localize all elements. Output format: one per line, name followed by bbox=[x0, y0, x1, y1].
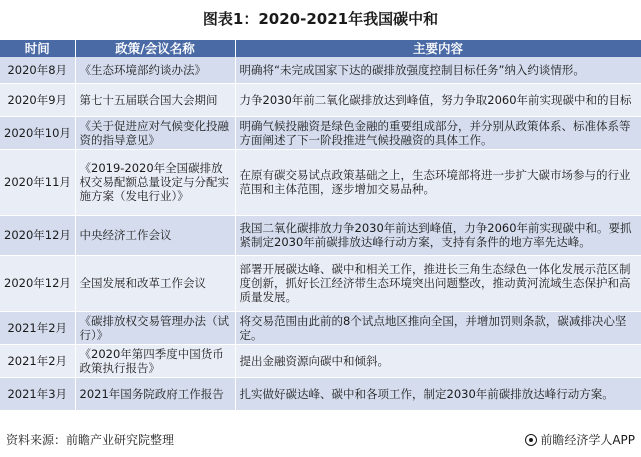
cell-content: 我国二氧化碳排放力争2030年前达到峰值，力争2060年前实现碳中和。要抓紧制定2030年前碳排放达峰行动方案，支持有条件的地方率先达峰。 bbox=[235, 215, 641, 255]
brand-logo-icon bbox=[525, 434, 537, 446]
cell-policy: 第七十五届联合国大会期间 bbox=[75, 83, 235, 116]
cell-time: 2020年11月 bbox=[0, 149, 75, 215]
header-time: 时间 bbox=[0, 40, 75, 57]
header-policy: 政策/会议名称 bbox=[75, 40, 235, 57]
brand-credit bbox=[525, 430, 635, 450]
cell-time: 2020年12月 bbox=[0, 215, 75, 255]
cell-time: 2021年2月 bbox=[0, 344, 75, 377]
cell-time: 2020年10月 bbox=[0, 116, 75, 149]
table-row bbox=[0, 83, 641, 116]
source-note: 资料来源：前瞻产业研究院整理 bbox=[6, 433, 175, 447]
cell-time: 2021年3月 bbox=[0, 377, 75, 410]
cell-policy: 全国发展和改革工作会议 bbox=[75, 255, 235, 311]
cell-content: 部署开展碳达峰、碳中和相关工作，推进长三角生态绿色一体化发展示范区制度创新，抓好长江经济带生态环境突出问题整改，推动黄河流域生态保护和高质量发展。 bbox=[235, 255, 641, 311]
brand-name: 前瞻经济学人APP bbox=[540, 433, 635, 447]
header-content: 主要内容 bbox=[235, 40, 641, 57]
policy-table bbox=[0, 40, 641, 411]
table-row bbox=[0, 57, 641, 83]
table-row bbox=[0, 377, 641, 410]
cell-content: 明确将“未完成国家下达的碳排放强度控制目标任务”纳入约谈情形。 bbox=[235, 57, 641, 83]
table-row bbox=[0, 255, 641, 311]
footer bbox=[0, 430, 641, 450]
table-row bbox=[0, 344, 641, 377]
cell-content: 力争2030年前二氧化碳排放达到峰值，努力争取2060年前实现碳中和的目标 bbox=[235, 83, 641, 116]
cell-policy: 《2019-2020年全国碳排放权交易配额总量设定与分配实施方案（发电行业）》 bbox=[75, 149, 235, 215]
table-row bbox=[0, 215, 641, 255]
chart-title: 图表1：2020-2021年我国碳中和 bbox=[202, 10, 439, 28]
cell-content: 提出金融资源向碳中和倾斜。 bbox=[235, 344, 641, 377]
cell-content: 明确气候投融资是绿色金融的重要组成部分，并分别从政策体系、标准体系等方面阐述了下一阶段推进气候投融资的具体工作。 bbox=[235, 116, 641, 149]
cell-policy: 《生态环境部约谈办法》 bbox=[75, 57, 235, 83]
cell-time: 2020年9月 bbox=[0, 83, 75, 116]
cell-time: 2020年12月 bbox=[0, 255, 75, 311]
cell-policy: 2021年国务院政府工作报告 bbox=[75, 377, 235, 410]
cell-policy: 《碳排放权交易管理办法（试行）》 bbox=[75, 311, 235, 344]
cell-policy: 《关于促进应对气候变化投融资的指导意见》 bbox=[75, 116, 235, 149]
cell-policy: 中央经济工作会议 bbox=[75, 215, 235, 255]
table-header-row bbox=[0, 40, 641, 57]
cell-content: 在原有碳交易试点政策基础之上，生态环境部将进一步扩大碳市场参与的行业范围和主体范围，逐步增加交易品种。 bbox=[235, 149, 641, 215]
cell-content: 将交易范围由此前的8个试点地区推向全国，并增加罚则条款，碳减排决心坚定。 bbox=[235, 311, 641, 344]
table-row bbox=[0, 311, 641, 344]
cell-policy: 《2020年第四季度中国货币政策执行报告》 bbox=[75, 344, 235, 377]
table-row bbox=[0, 116, 641, 149]
cell-time: 2021年2月 bbox=[0, 311, 75, 344]
cell-time: 2020年8月 bbox=[0, 57, 75, 83]
cell-content: 扎实做好碳达峰、碳中和各项工作，制定2030年前碳排放达峰行动方案。 bbox=[235, 377, 641, 410]
table-row bbox=[0, 149, 641, 215]
